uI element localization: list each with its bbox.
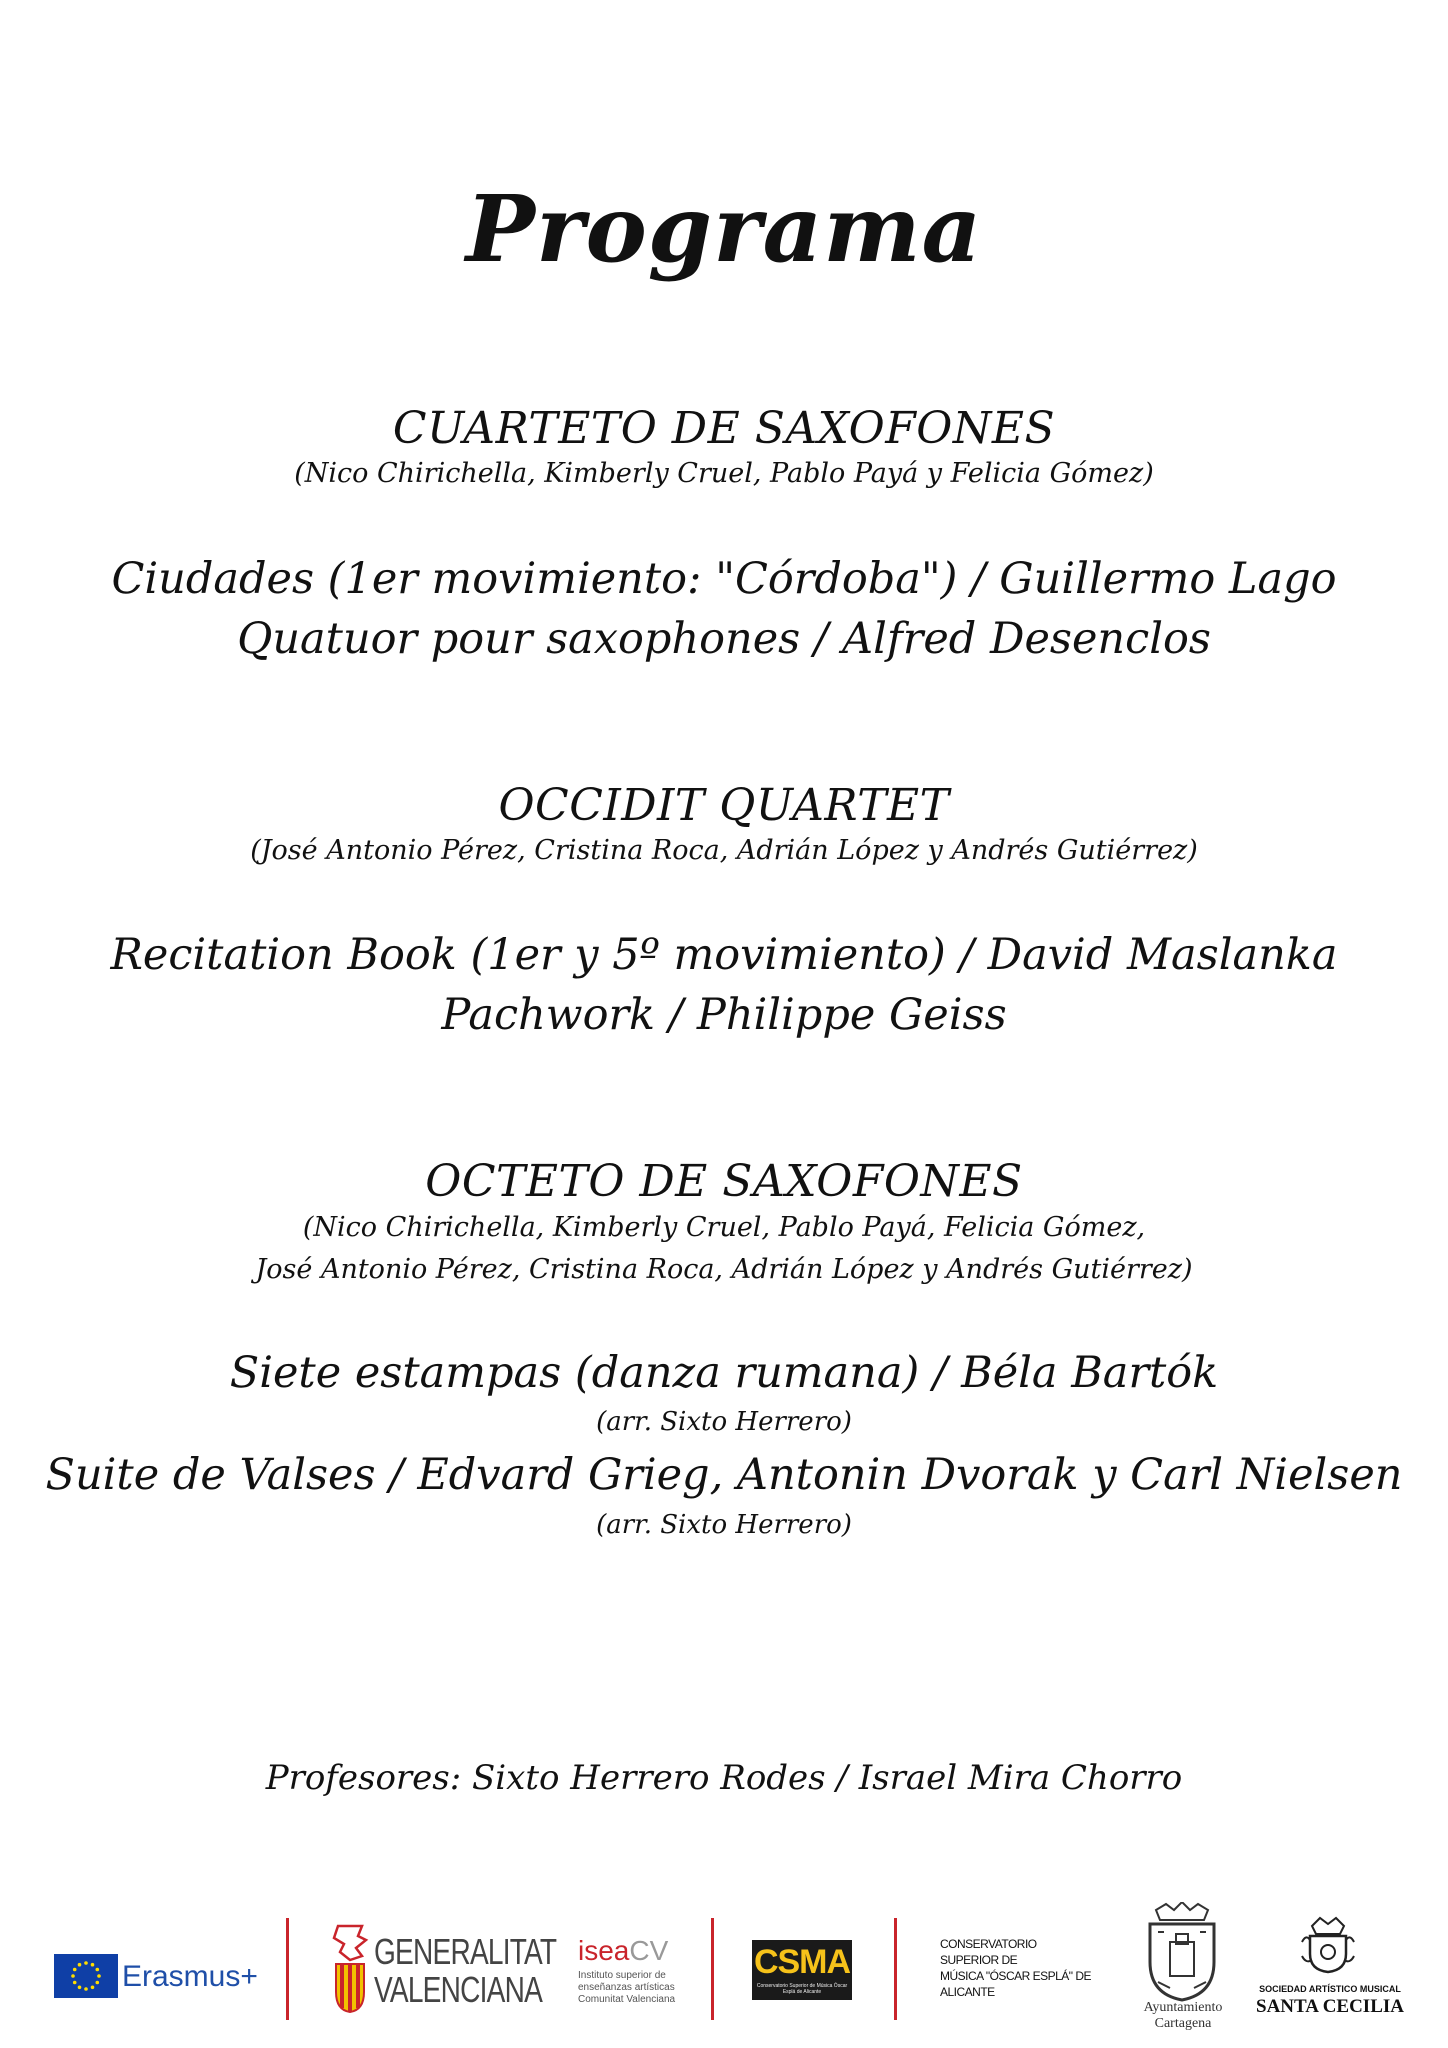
ensemble-members: (Nico Chirichella, Kimberly Cruel, Pablo Payá y Felicia Gómez) [294, 458, 1154, 489]
conservatorio-line: CONSERVATORIO [940, 1937, 1037, 1951]
conservatorio-line: ALICANTE [940, 1985, 995, 1999]
csma-logo-subtitle: Conservatorio Superior de Música Óscar Esplá de Alicante [756, 1983, 848, 1995]
page-title: Programa [465, 175, 983, 283]
conservatorio-line: SUPERIOR DE [940, 1953, 1018, 1967]
santa-cecilia-subtitle: SOCIEDAD ARTÍSTICO MUSICAL [1259, 1984, 1401, 1994]
csma-logo-text: CSMA [753, 1943, 851, 1981]
generalitat-emblem-icon [328, 1922, 372, 2014]
work-title: Ciudades (1er movimiento: "Córdoba") / Guillermo Lago [111, 554, 1337, 604]
conservatorio-logo-text [940, 1936, 1110, 2000]
logo-divider [894, 1918, 897, 2020]
isea-logo-text [578, 1935, 668, 1967]
arranger-note: (arr. Sixto Herrero) [596, 1510, 852, 1540]
santa-cecilia-title: SANTA CECILIA [1256, 1996, 1404, 2017]
work-title: Quatuor pour saxophones / Alfred Desenclos [237, 614, 1211, 664]
work-title: Recitation Book (1er y 5º movimiento) / David Maslanka [110, 930, 1338, 980]
logo-divider [711, 1918, 714, 2020]
erasmus-logo-text: Erasmus+ [122, 1960, 258, 1993]
isea-sub-line: Instituto superior de [578, 1970, 666, 1981]
conservatorio-line: MÚSICA "ÓSCAR ESPLÁ" DE [940, 1969, 1092, 1983]
work-title: Pachwork / Philippe Geiss [441, 990, 1007, 1040]
logo-divider [286, 1918, 289, 2020]
cartagena-line: Cartagena [1154, 2016, 1212, 2031]
cartagena-line: Ayuntamiento [1143, 2000, 1223, 2015]
generalitat-logo-text [374, 1933, 556, 2009]
work-title: Siete estampas (danza rumana) / Béla Bartók [229, 1348, 1219, 1398]
cartagena-logo-text [1128, 2000, 1238, 2032]
isea-subtitle [578, 1970, 688, 2006]
santa-cecilia-emblem-icon [1298, 1912, 1358, 1974]
professors-line: Profesores: Sixto Herrero Rodes / Israel Mira Chorro [265, 1758, 1183, 1798]
isea-name: isea [578, 1935, 630, 1966]
arranger-note: (arr. Sixto Herrero) [596, 1407, 852, 1437]
ensemble-name: OCTETO DE SAXOFONES [425, 1156, 1023, 1207]
isea-sub-line: Comunitat Valenciana [578, 1994, 676, 2005]
ensemble-members: José Antonio Pérez, Cristina Roca, Adrián López y Andrés Gutiérrez) [255, 1254, 1193, 1285]
work-title: Suite de Valses / Edvard Grieg, Antonin Dvorak y Carl Nielsen [45, 1450, 1403, 1500]
cartagena-shield-icon [1140, 1902, 1224, 2002]
generalitat-line: GENERALITAT [374, 1931, 557, 1972]
generalitat-line: VALENCIANA [374, 1969, 543, 2010]
ensemble-name: OCCIDIT QUARTET [498, 780, 950, 831]
ensemble-name: CUARTETO DE SAXOFONES [392, 403, 1056, 454]
isea-suffix: CV [629, 1935, 669, 1966]
ensemble-members: (Nico Chirichella, Kimberly Cruel, Pablo Payá, Felicia Gómez, [302, 1212, 1146, 1243]
isea-sub-line: enseñanzas artísticas [578, 1982, 675, 1993]
ensemble-members: (José Antonio Pérez, Cristina Roca, Adrián López y Andrés Gutiérrez) [250, 835, 1198, 866]
eu-flag-icon [54, 1954, 118, 1998]
